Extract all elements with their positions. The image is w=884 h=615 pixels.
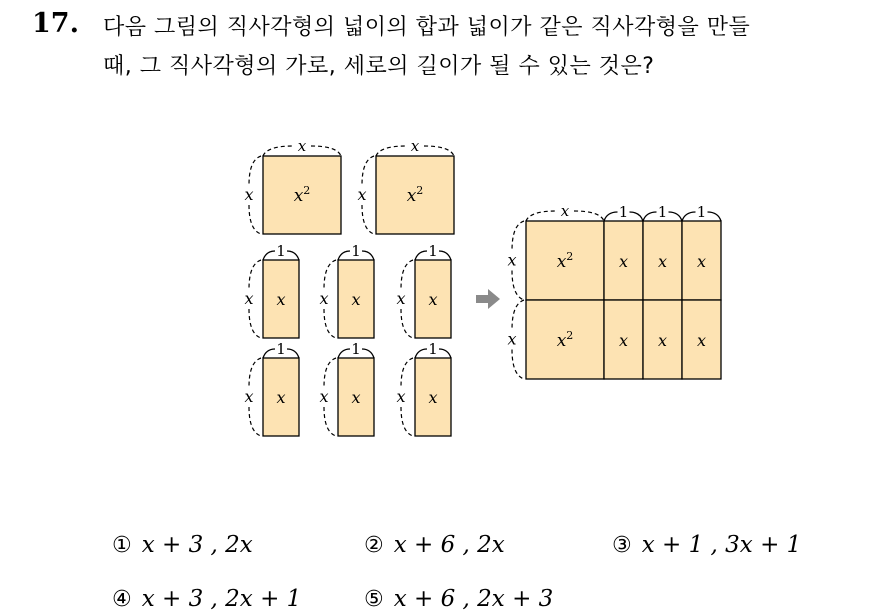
combined-x-tile-1-2-label: x bbox=[657, 252, 668, 271]
choice-1-text: x + 3 , 2x bbox=[141, 532, 253, 558]
x-tile-1-width-label: 1 bbox=[276, 242, 286, 260]
x-tile-3-height-label: x bbox=[396, 289, 406, 308]
choice-1-number: ① bbox=[112, 533, 132, 558]
choice-1[interactable] bbox=[112, 532, 253, 558]
choice-4-text: x + 3 , 2x + 1 bbox=[141, 586, 302, 612]
choice-3[interactable] bbox=[612, 532, 801, 558]
combined-square-2-label: $x^2$ bbox=[556, 329, 574, 351]
combined-x-tile-1-1-label: x bbox=[618, 252, 629, 271]
x-tile-2-label: x bbox=[351, 290, 361, 309]
combined-square-1-label: $x^2$ bbox=[556, 250, 574, 272]
x-tile-6-width-label: 1 bbox=[428, 340, 438, 358]
square-tile-2-width-label: x bbox=[410, 137, 420, 155]
choice-2-number: ② bbox=[364, 533, 384, 558]
x-tile-2-width-label: 1 bbox=[351, 242, 361, 260]
question-number: 17. bbox=[32, 8, 79, 39]
square-tile-1-label: $x^2$ bbox=[293, 184, 311, 206]
combined-row-2-height-label: x bbox=[507, 329, 517, 349]
square-tile-1-height-label: x bbox=[244, 185, 254, 204]
x-tile-3-label: x bbox=[428, 290, 438, 309]
choice-2[interactable] bbox=[364, 532, 505, 558]
combined-top-one-3-label: 1 bbox=[696, 203, 707, 221]
x-tile-6-height-label: x bbox=[396, 387, 406, 406]
x-tile-4-height-label: x bbox=[244, 387, 254, 406]
combined-top-x-label: x bbox=[560, 202, 570, 220]
choice-5-text: x + 6 , 2x + 3 bbox=[393, 586, 554, 612]
choice-5-number: ⑤ bbox=[364, 587, 384, 612]
combined-x-tile-1-3-label: x bbox=[696, 252, 707, 271]
combined-row-1-height-label: x bbox=[507, 250, 517, 270]
x-tile-4-width-label: 1 bbox=[276, 340, 286, 358]
x-tile-4-label: x bbox=[276, 388, 286, 407]
choice-4-number: ④ bbox=[112, 587, 132, 612]
x-tile-3-width-label: 1 bbox=[428, 242, 438, 260]
question-text-line-2: 때, 그 직사각형의 가로, 세로의 길이가 될 수 있는 것은? bbox=[103, 54, 655, 79]
x-tile-2-height-label: x bbox=[319, 289, 329, 308]
square-tile-2-height-label: x bbox=[357, 185, 367, 204]
choice-2-text: x + 6 , 2x bbox=[393, 532, 505, 558]
choice-3-number: ③ bbox=[612, 533, 632, 558]
choice-3-text: x + 1 , 3x + 1 bbox=[641, 532, 802, 558]
choice-5[interactable] bbox=[364, 586, 553, 612]
x-tile-5-width-label: 1 bbox=[351, 340, 361, 358]
combined-x-tile-2-2-label: x bbox=[657, 331, 668, 350]
x-tile-1-height-label: x bbox=[244, 289, 254, 308]
question-text-line-1: 다음 그림의 직사각형의 넓이의 합과 넓이가 같은 직사각형을 만들 bbox=[103, 15, 751, 40]
choice-4[interactable] bbox=[112, 586, 301, 612]
square-tile-1-width-label: x bbox=[297, 137, 307, 155]
x-tile-6-label: x bbox=[428, 388, 438, 407]
x-tile-5-height-label: x bbox=[319, 387, 329, 406]
square-tile-2-label: $x^2$ bbox=[406, 184, 424, 206]
combined-x-tile-2-3-label: x bbox=[696, 331, 707, 350]
x-tile-5-label: x bbox=[351, 388, 361, 407]
combined-top-one-1-label: 1 bbox=[618, 203, 629, 221]
combined-x-tile-2-1-label: x bbox=[618, 331, 629, 350]
x-tile-1-label: x bbox=[276, 290, 286, 309]
arrow-icon bbox=[476, 289, 500, 309]
combined-top-one-2-label: 1 bbox=[657, 203, 668, 221]
